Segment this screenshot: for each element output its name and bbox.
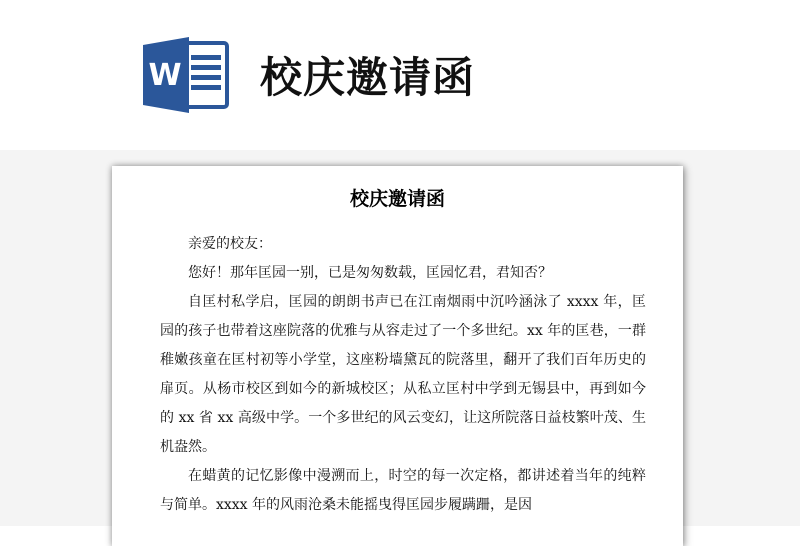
document-page <box>112 166 683 546</box>
paragraph-history: 自匡村私学启，匡园的朗朗书声已在江南烟雨中沉吟涵泳了 xxxx 年，匡园的孩子也带着这座院落的优雅与从容走过了一个多世纪。xx 年的匡巷，一群稚嫩孩童在匡村初等小学堂，这座粉墙黛瓦的院落里，翻开了我们百年历史的扉页。从杨市校区到如今的新城校区；从私立匡村中学到无锡县中，再到如今的 xx 省 xx 高级中学。一个多世纪的风云变幻，让这所院落日益枝繁叶茂、生机盎然。 <box>160 294 646 455</box>
word-icon-letter: W <box>148 58 182 93</box>
paragraph-hello: 您好！那年匡园一别，已是匆匆数载，匡园忆君，君知否？ <box>188 265 552 281</box>
paragraph-greeting: 亲爱的校友： <box>188 236 272 252</box>
page-title: 校庆邀请函 <box>260 53 476 102</box>
word-document-icon <box>143 35 231 115</box>
document-title: 校庆邀请函 <box>349 188 445 210</box>
document-body <box>160 230 646 520</box>
page-banner <box>0 0 800 160</box>
paragraph-memory: 在蜡黄的记忆影像中漫溯而上，时空的每一次定格，都讲述着当年的纯粹与简单。xxxx 年的风雨沧桑未能摇曳得匡园步履蹒跚，是因 <box>160 468 646 513</box>
